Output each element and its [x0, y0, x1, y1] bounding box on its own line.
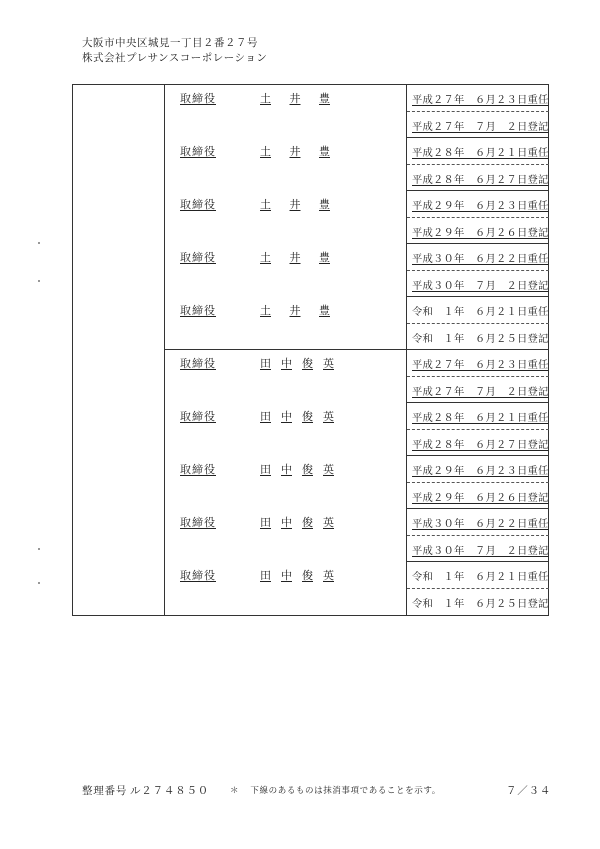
reference-number: ル２７４８５０ — [130, 785, 210, 797]
name-character: 田 — [260, 463, 271, 476]
reappointment-date: 平成２９年 ６月２３日重任 — [412, 465, 549, 477]
entry-name — [260, 249, 330, 265]
reference-label: 整理番号 — [82, 785, 128, 797]
reappointment-date: 令和 １年 ６月２１日重任 — [412, 306, 549, 318]
entry-name — [260, 567, 334, 583]
footnote — [230, 784, 441, 796]
entry-separator — [407, 296, 549, 297]
registration-date: 平成３０年 ７月 ２日登記 — [412, 544, 549, 557]
name-character: 中 — [281, 357, 292, 370]
name-character: 土 — [260, 145, 271, 158]
company-address: 大阪市中央区城見一丁目２番２７号 — [82, 37, 258, 49]
reappointment-date: 平成３０年 ６月２２日重任 — [412, 253, 549, 265]
reappointment-date: 令和 １年 ６月２１日重任 — [412, 571, 549, 583]
entry-role: 取締役 — [180, 198, 216, 211]
reappointment-date: 平成２７年 ６月２３日重任 — [412, 359, 549, 371]
date-separator — [407, 323, 549, 324]
entry-name — [260, 302, 330, 318]
scan-mark — [38, 582, 40, 584]
company-name: 株式会社プレサンスコーポレーション — [82, 52, 268, 64]
name-character: 田 — [260, 357, 271, 370]
date-separator — [407, 429, 549, 430]
document-header — [82, 36, 267, 66]
name-character: 井 — [289, 145, 301, 158]
entry-role: 取締役 — [180, 463, 216, 476]
registration-date: 令和 １年 ６月２５日登記 — [412, 332, 549, 345]
name-character: 中 — [281, 463, 292, 476]
name-character: 井 — [289, 304, 301, 317]
entry-separator — [407, 455, 549, 456]
name-character: 中 — [281, 569, 292, 582]
name-character: 俊 — [302, 463, 313, 476]
name-character: 土 — [260, 92, 271, 105]
date-separator — [407, 376, 549, 377]
name-character: 豊 — [319, 304, 330, 317]
name-character: 英 — [323, 569, 334, 582]
name-character: 田 — [260, 516, 271, 529]
name-character: 俊 — [302, 569, 313, 582]
name-character: 英 — [323, 410, 334, 423]
name-character: 豊 — [319, 92, 330, 105]
registration-date: 平成２８年 ６月２７日登記 — [412, 438, 549, 451]
name-character: 豊 — [319, 145, 330, 158]
entry-role: 取締役 — [180, 516, 216, 529]
group-separator — [165, 349, 549, 350]
entry-name — [260, 196, 330, 212]
entry-name — [260, 90, 330, 106]
entry-role: 取締役 — [180, 569, 216, 582]
registration-date: 平成３０年 ７月 ２日登記 — [412, 279, 549, 292]
reappointment-date: 平成２９年 ６月２３日重任 — [412, 200, 549, 212]
entry-role: 取締役 — [180, 145, 216, 158]
date-separator — [407, 111, 549, 112]
entry-role: 取締役 — [180, 92, 216, 105]
entry-role: 取締役 — [180, 357, 216, 370]
scan-mark — [38, 242, 40, 244]
entry-name — [260, 408, 334, 424]
date-separator — [407, 535, 549, 536]
entry-role: 取締役 — [180, 304, 216, 317]
reappointment-date: 平成３０年 ６月２２日重任 — [412, 518, 549, 530]
registration-date: 平成２９年 ６月２６日登記 — [412, 491, 549, 504]
reappointment-date: 平成２８年 ６月２１日重任 — [412, 147, 549, 159]
name-character: 英 — [323, 357, 334, 370]
registration-date: 令和 １年 ６月２５日登記 — [412, 597, 549, 610]
name-character: 井 — [289, 198, 301, 211]
entry-role: 取締役 — [180, 251, 216, 264]
name-character: 田 — [260, 410, 271, 423]
registration-date: 平成２８年 ６月２７日登記 — [412, 173, 549, 186]
name-character: 土 — [260, 304, 271, 317]
name-character: 中 — [281, 516, 292, 529]
registration-date: 平成２９年 ６月２６日登記 — [412, 226, 549, 239]
date-separator — [407, 482, 549, 483]
entry-separator — [407, 402, 549, 403]
entry-separator — [407, 561, 549, 562]
date-separator — [407, 164, 549, 165]
name-character: 俊 — [302, 410, 313, 423]
name-character: 土 — [260, 198, 271, 211]
date-separator — [407, 217, 549, 218]
entry-name — [260, 143, 330, 159]
name-character: 土 — [260, 251, 271, 264]
name-character: 豊 — [319, 198, 330, 211]
name-character: 俊 — [302, 516, 313, 529]
scan-mark — [38, 280, 40, 282]
entry-role: 取締役 — [180, 410, 216, 423]
name-character: 井 — [289, 251, 301, 264]
reappointment-date: 平成２８年 ６月２１日重任 — [412, 412, 549, 424]
entry-name — [260, 461, 334, 477]
entry-separator — [407, 137, 549, 138]
column-divider-left — [164, 84, 165, 616]
name-character: 田 — [260, 569, 271, 582]
name-character: 中 — [281, 410, 292, 423]
name-character: 豊 — [319, 251, 330, 264]
scan-mark — [38, 548, 40, 550]
name-character: 英 — [323, 516, 334, 529]
registration-date: 平成２７年 ７月 ２日登記 — [412, 385, 549, 398]
name-character: 井 — [289, 92, 301, 105]
registration-date: 平成２７年 ７月 ２日登記 — [412, 120, 549, 133]
date-separator — [407, 270, 549, 271]
entry-separator — [407, 243, 549, 244]
reappointment-date: 平成２７年 ６月２３日重任 — [412, 94, 549, 106]
entry-name — [260, 514, 334, 530]
entry-separator — [407, 190, 549, 191]
date-separator — [407, 588, 549, 589]
footnote-mark: ＊ — [230, 786, 240, 796]
name-character: 英 — [323, 463, 334, 476]
page-number: ７／３４ — [506, 785, 552, 797]
name-character: 俊 — [302, 357, 313, 370]
entry-name — [260, 355, 334, 371]
footnote-text: 下線のあるものは抹消事項であることを示す。 — [250, 786, 441, 796]
entry-separator — [407, 508, 549, 509]
